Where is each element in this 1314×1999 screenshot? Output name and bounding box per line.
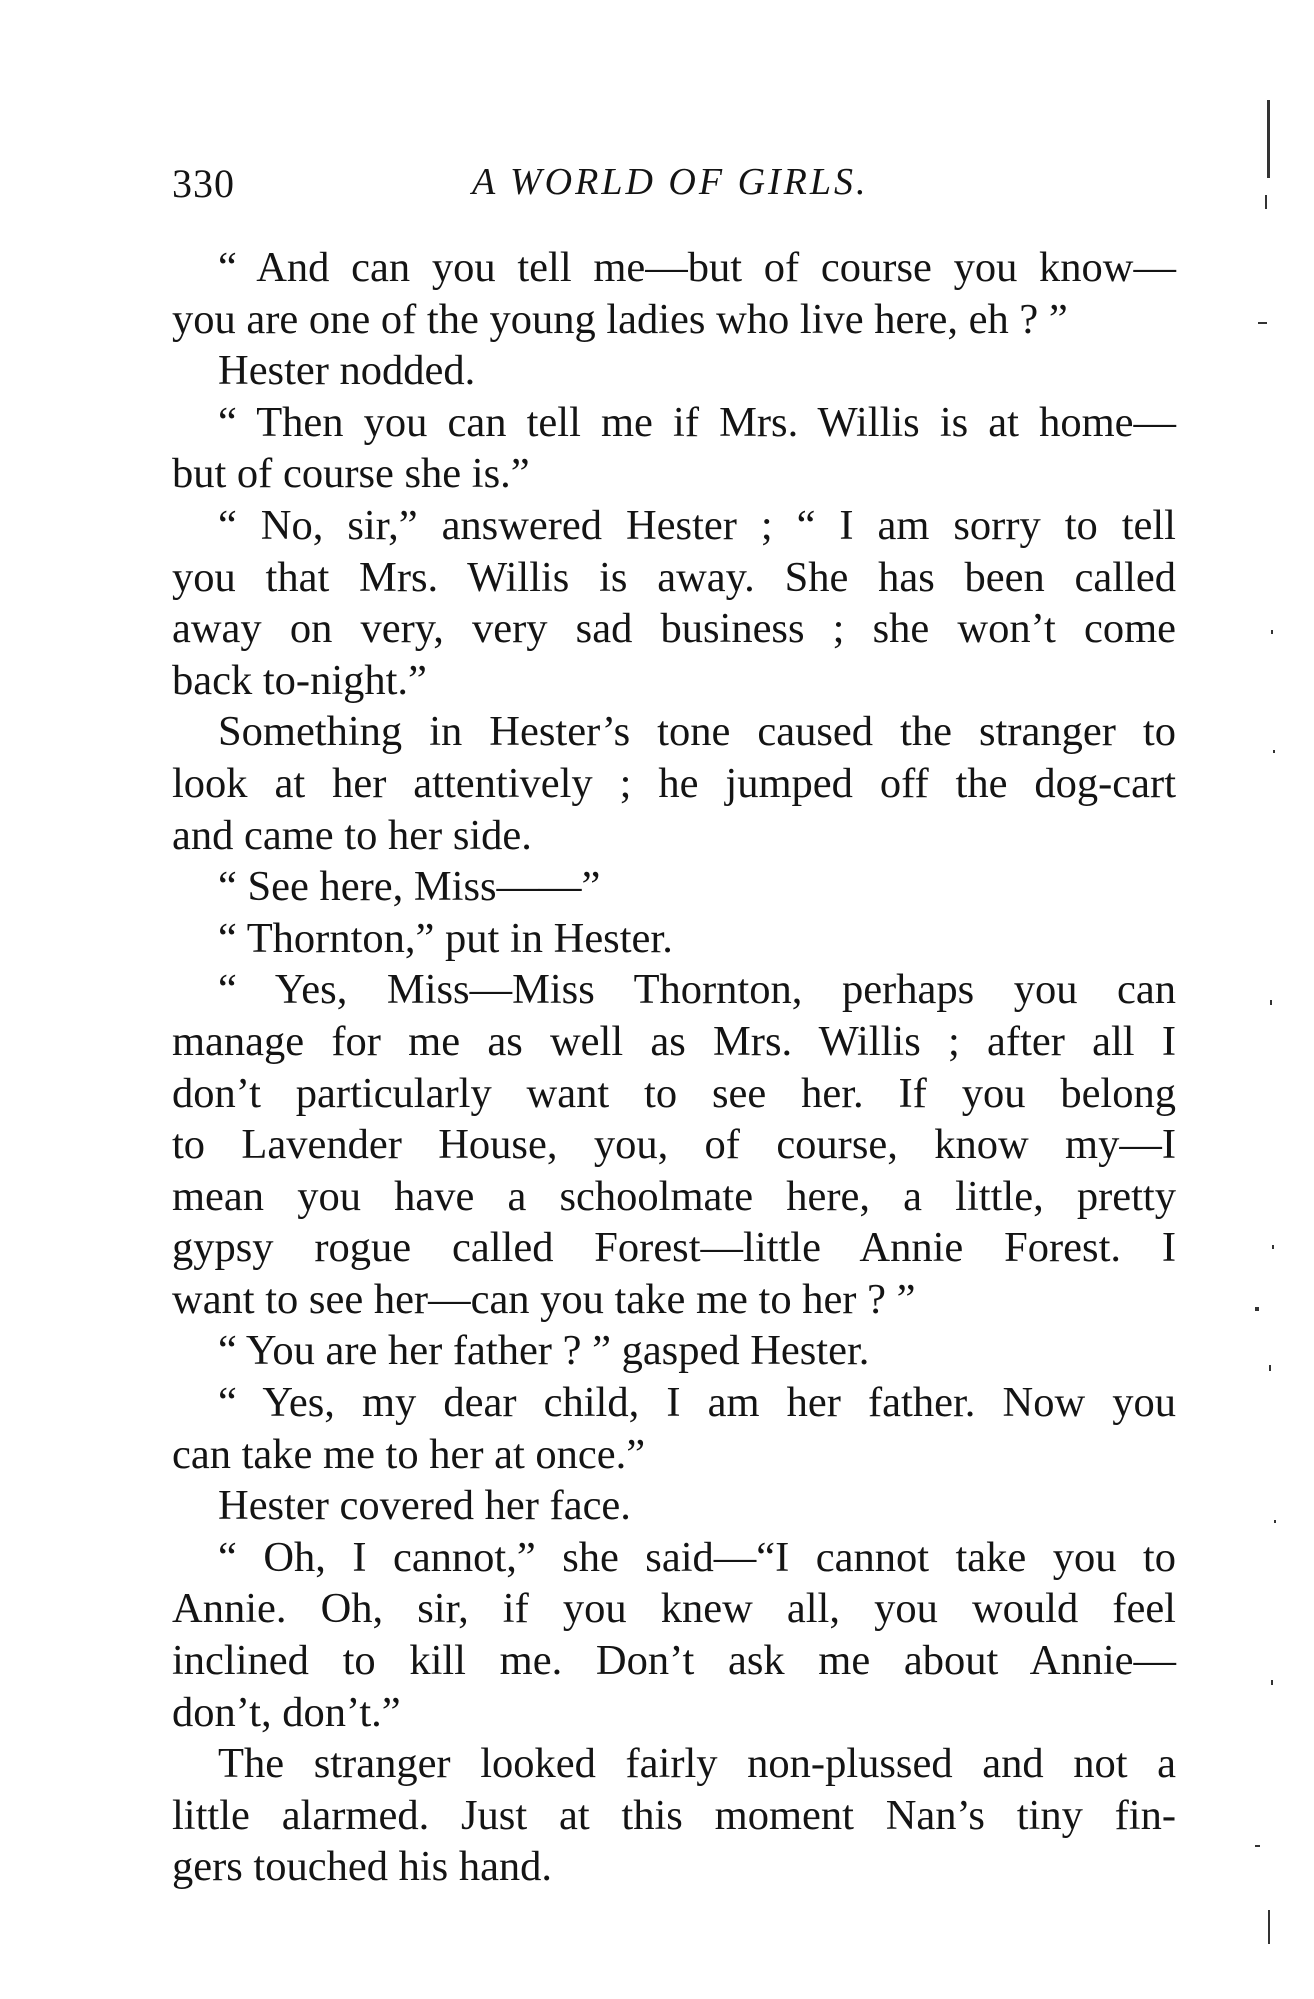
text-line: “ Then you can tell me if Mrs. Willis is at home— bbox=[218, 398, 1176, 446]
text-line: and came to her side. bbox=[172, 811, 532, 859]
running-head bbox=[172, 160, 1176, 210]
text-line: little alarmed. Just at this moment Nan’s tiny fin- bbox=[172, 1791, 1176, 1839]
text-line: Something in Hester’s tone caused the stranger to bbox=[218, 708, 1176, 756]
text-line: don’t, don’t.” bbox=[172, 1688, 401, 1736]
text-line: back to-night.” bbox=[172, 656, 427, 704]
text-line: “ Yes, Miss—Miss Thornton, perhaps you can bbox=[218, 966, 1176, 1014]
text-line: to Lavender House, you, of course, know my—I bbox=[172, 1121, 1176, 1169]
text-line: “ Thornton,” put in Hester. bbox=[218, 914, 673, 962]
text-line: “ Oh, I cannot,” she said—“I cannot take you to bbox=[218, 1533, 1176, 1581]
page-number: 330 bbox=[172, 161, 235, 206]
text-line: away on very, very sad business ; she won’t come bbox=[172, 605, 1176, 653]
text-line: gypsy rogue called Forest—little Annie Forest. I bbox=[172, 1224, 1176, 1272]
text-line: “ Yes, my dear child, I am her father. Now you bbox=[218, 1379, 1176, 1427]
text-line: gers touched his hand. bbox=[172, 1843, 553, 1891]
text-line: “ You are her father ? ” gasped Hester. bbox=[218, 1327, 870, 1375]
text-line: “ See here, Miss——” bbox=[218, 863, 601, 911]
text-line: you are one of the young ladies who live here, eh ? ” bbox=[172, 295, 1068, 343]
text-line: want to see her—can you take me to her ? ” bbox=[172, 1275, 916, 1323]
text-line: don’t particularly want to see her. If you belong bbox=[172, 1069, 1176, 1117]
text-line: you that Mrs. Willis is away. She has been called bbox=[172, 553, 1176, 601]
text-line: “ And can you tell me—but of course you know— bbox=[218, 244, 1176, 291]
text-line: look at her attentively ; he jumped off the dog-cart bbox=[172, 759, 1176, 807]
text-line: manage for me as well as Mrs. Willis ; after all I bbox=[172, 1017, 1176, 1065]
text-line: Hester covered her face. bbox=[218, 1482, 631, 1530]
text-line: “ No, sir,” answered Hester ; “ I am sorry to tell bbox=[218, 501, 1176, 549]
text-line: Hester nodded. bbox=[218, 347, 476, 395]
text-line: inclined to kill me. Don’t ask me about Annie— bbox=[172, 1637, 1176, 1685]
text-line: can take me to her at once.” bbox=[172, 1430, 646, 1478]
text-line: mean you have a schoolmate here, a little, pretty bbox=[172, 1172, 1176, 1220]
running-title: A WORLD OF GIRLS. bbox=[472, 161, 869, 203]
text-line: The stranger looked fairly non-plussed and not a bbox=[218, 1740, 1176, 1788]
text-line: but of course she is.” bbox=[172, 450, 530, 498]
scan-margin-marks bbox=[1255, 100, 1295, 1980]
text-line: Annie. Oh, sir, if you knew all, you would feel bbox=[172, 1585, 1176, 1633]
body-text bbox=[172, 242, 1176, 1893]
